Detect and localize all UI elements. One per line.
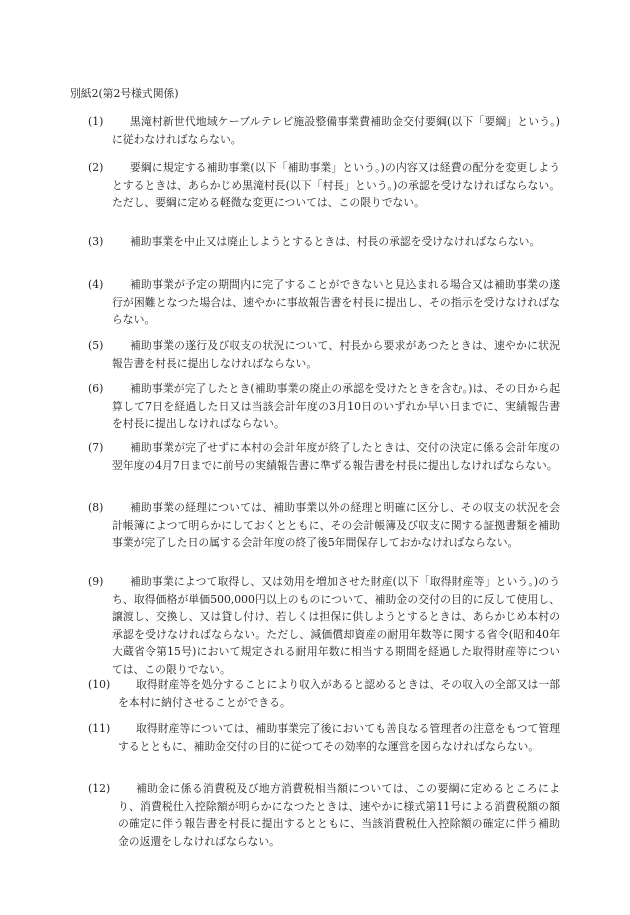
clause-number: (6)	[88, 382, 104, 395]
clause-number: (5)	[88, 339, 104, 352]
clause-11	[88, 720, 560, 755]
clause-number: (7)	[88, 441, 104, 454]
clause-2	[88, 159, 560, 212]
clause-9	[88, 573, 560, 678]
clause-1	[88, 113, 560, 148]
clause-text: 補助事業が予定の期間内に完了することができないと見込まれる場合又は補助事業の遂行が困難となつた場合は、速やかに事故報告書を村長に提出し、その指示を受けなければならない。	[112, 278, 560, 326]
clause-10	[88, 676, 560, 711]
clause-text: 補助事業の遂行及び収支の状況について、村長から要求があつたときは、速やかに状況報告書を村長に提出しなければならない。	[112, 339, 560, 370]
clause-number: (10)	[88, 678, 111, 691]
clause-7	[88, 439, 560, 474]
clause-number: (2)	[88, 161, 104, 174]
clause-12	[88, 780, 560, 850]
clause-6	[88, 380, 560, 433]
clause-text: 補助事業が完了せずに本村の会計年度が終了したときは、交付の決定に係る会計年度の翌年度の4月7日までに前号の実績報告書に準ずる報告書を村長に提出しなければならない。	[112, 441, 560, 472]
clause-4	[88, 276, 560, 329]
clause-text: 要綱に規定する補助事業(以下「補助事業」という。)の内容又は経費の配分を変更しようとするときは、あらかじめ黒滝村長(以下「村長」という。)の承認を受けなければならない。ただし、要綱に定める軽微な変更については、この限りでない。	[112, 161, 560, 209]
clause-number: (9)	[88, 575, 104, 588]
clause-text: 黒滝村新世代地域ケーブルテレビ施設整備事業費補助金交付要綱(以下「要綱」という。)に従わなければならない。	[112, 115, 560, 146]
clause-number: (11)	[88, 722, 111, 735]
clause-number: (4)	[88, 278, 104, 291]
clause-number: (3)	[88, 235, 104, 248]
clause-text: 補助事業によつて取得し、又は効用を増加させた財産(以下「取得財産等」という。)のうち、取得価格が単価500,000円以上のものについて、補助金の交付の目的に反して使用し、譲渡し、交換し、又は貸し付け、若しくは担保に供しようとするときは、あらかじめ本村の承認を受けなければならない。ただし、減価償却資産の耐用年数等に関する省令(昭和40年大蔵省令第15号)において規定される耐用年数に相当する期間を経過した取得財産等については、この限りでない。	[112, 575, 560, 676]
clause-text: 補助金に係る消費税及び地方消費税相当額については、この要綱に定めるところにより、消費税仕入控除額が明らかになつたときは、速やかに様式第11号による消費税額の額の確定に伴う報告書を村長に提出するとともに、当該消費税仕入控除額の確定に伴う補助金の返還をしなければならない。	[118, 782, 560, 848]
clause-5	[88, 337, 560, 372]
clause-3	[88, 233, 560, 251]
clause-text: 補助事業が完了したとき(補助事業の廃止の承認を受けたときを含む。)は、その日から起算して7日を経過した日又は当該会計年度の3月10日のいずれか早い日までに、実績報告書を村長に提出しなければならない。	[112, 382, 560, 430]
document-title: 別紙2(第2号様式関係)	[70, 87, 179, 100]
clause-number: (12)	[88, 782, 111, 795]
clause-number: (1)	[88, 115, 104, 128]
clause-text: 取得財産等を処分することにより収入があると認めるときは、その収入の全部又は一部を本村に納付させることができる。	[118, 678, 560, 709]
clause-text: 取得財産等については、補助事業完了後においても善良なる管理者の注意をもつて管理するとともに、補助金交付の目的に従つてその効率的な運営を図らなければならない。	[118, 722, 560, 753]
clause-text: 補助事業の経理については、補助事業以外の経理と明確に区分し、その収支の状況を会計帳簿によつて明らかにしておくとともに、その会計帳簿及び収支に関する証拠書類を補助事業が完了した日の属する会計年度の終了後5年間保存しておかなければならない。	[112, 501, 560, 549]
clause-8	[88, 499, 560, 552]
clause-text: 補助事業を中止又は廃止しようとするときは、村長の承認を受けなければならない。	[130, 235, 541, 248]
clause-number: (8)	[88, 501, 104, 514]
